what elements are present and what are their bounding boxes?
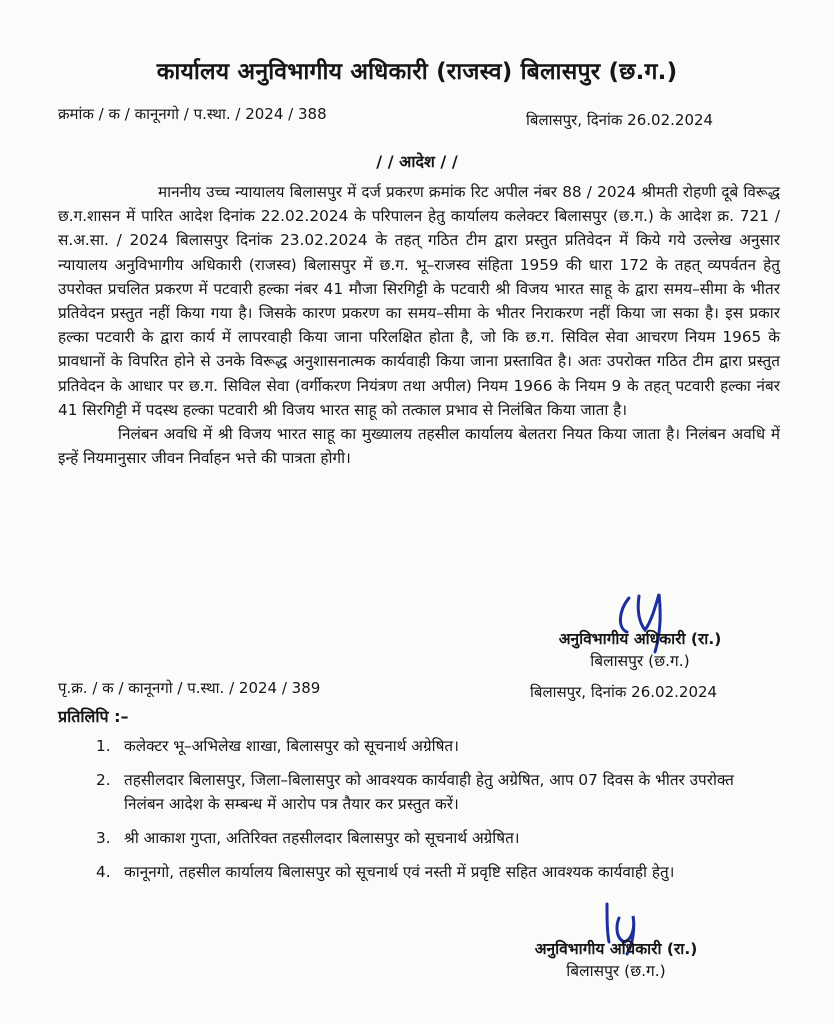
signatory-block-1 xyxy=(520,628,760,672)
copy-list xyxy=(96,734,776,894)
order-paragraph-2: निलंबन अवधि में श्री विजय भारत साहू का मुख्यालय तहसील कार्यालय बेलतरा नियत किया जाता है। निलंबन अवधि में इन्हें नियमानुसार जीवन निर्वाहन भत्ते की पात्रता होगी। xyxy=(58,425,780,468)
signatory-place-2: बिलासपुर (छ.ग.) xyxy=(566,962,666,980)
list-item: 3. श्री आकाश गुप्ता, अतिरिक्त तहसीलदार बिलासपुर को सूचनार्थ अग्रेषित। xyxy=(96,829,520,847)
list-item: 1. कलेक्टर भू–अभिलेख शाखा, बिलासपुर को सूचनार्थ अग्रेषित। xyxy=(96,737,459,755)
order-body xyxy=(58,180,780,470)
place-date: बिलासपुर, दिनांक 26.02.2024 xyxy=(526,111,714,129)
list-item: 4. कानूनगो, तहसील कार्यालय बिलासपुर को सूचनार्थ एवं नस्ती में प्रवृष्टि सहित आवश्यक कार्यवाही हेतु। xyxy=(96,863,675,881)
office-title: कार्यालय अनुविभागीय अधिकारी (राजस्व) बिलासपुर (छ.ग.) xyxy=(156,59,678,85)
copy-reference-number: पृ.क्र. / क / कानूनगो / प.स्था. / 2024 / 389 xyxy=(58,679,321,697)
reference-number: क्रमांक / क / कानूनगो / प.स्था. / 2024 / 388 xyxy=(58,105,327,123)
list-item: 2. तहसीलदार बिलासपुर, जिला–बिलासपुर को आवश्यक कार्यवाही हेतु अग्रेषित, आप 07 दिवस के भीतर उपरोक्त निलंबन आदेश के सम्बन्ध में आरोप पत्र तैयार कर प्रस्तुत करें। xyxy=(96,771,734,813)
signatory-designation-1: अनुविभागीय अधिकारी (रा.) xyxy=(558,630,722,648)
copy-place-date: बिलासपुर, दिनांक 26.02.2024 xyxy=(530,683,718,701)
signatory-designation-2: अनुविभागीय अधिकारी (रा.) xyxy=(534,940,698,958)
order-heading: / / आदेश / / xyxy=(376,152,458,171)
signatory-block-2 xyxy=(496,938,736,982)
copy-label: प्रतिलिपि :– xyxy=(58,707,129,726)
signatory-place-1: बिलासपुर (छ.ग.) xyxy=(590,652,690,670)
order-paragraph-1: माननीय उच्च न्यायालय बिलासपुर में दर्ज प्रकरण क्रमांक रिट अपील नंबर 88 / 2024 श्रीमती रोहणी दूबे विरूद्ध छ.ग.शासन में पारित आदेश दिनांक 22.02.2024 के परिपालन हेतु कार्यालय कलेक्टर बिलासपुर (छ.ग.) के आदेश क्र. 721 / स.अ.सा. / 2024 बिलासपुर दिनांक 23.02.2024 के तहत् गठित टीम द्वारा प्रस्तुत प्रतिवेदन में किये गये उल्लेख अनुसार न्यायालय अनुविभागीय अधिकारी (राजस्व) बिलासपुर में छ.ग. भू–राजस्व संहिता 1959 की धारा 172 के तहत् व्यपर्वतन हेतु उपरोक्त प्रचलित प्रकरण में पटवारी हल्का नंबर 41 मौजा सिरगिट्टी के पटवारी श्री विजय भारत साहू के द्वारा समय–सीमा के भीतर प्रतिवेदन प्रस्तुत नहीं किया गया है। जिसके कारण प्रकरण का समय–सीमा के भीतर निराकरण नहीं किया जा सका है। इस प्रकार हल्का पटवारी के द्वारा कार्य में लापरवाही किया जाना परिलक्षित होता है, जो कि छ.ग. सिविल सेवा आचरण नियम 1965 के प्रावधानों के विपरित होने से उनके विरूद्ध अनुशासनात्मक कार्यवाही किया जाना प्रस्तावित है। अतः उपरोक्त गठित टीम द्वारा प्रस्तुत प्रतिवेदन के आधार पर छ.ग. सिविल सेवा (वर्गीकरण नियंत्रण तथा अपील) नियम 1966 के नियम 9 के तहत् पटवारी हल्का नंबर 41 सिरगिट्टी में पदस्थ हल्का पटवारी श्री विजय भारत साहू को तत्काल प्रभाव से निलंबित किया जाता है। xyxy=(58,183,780,419)
